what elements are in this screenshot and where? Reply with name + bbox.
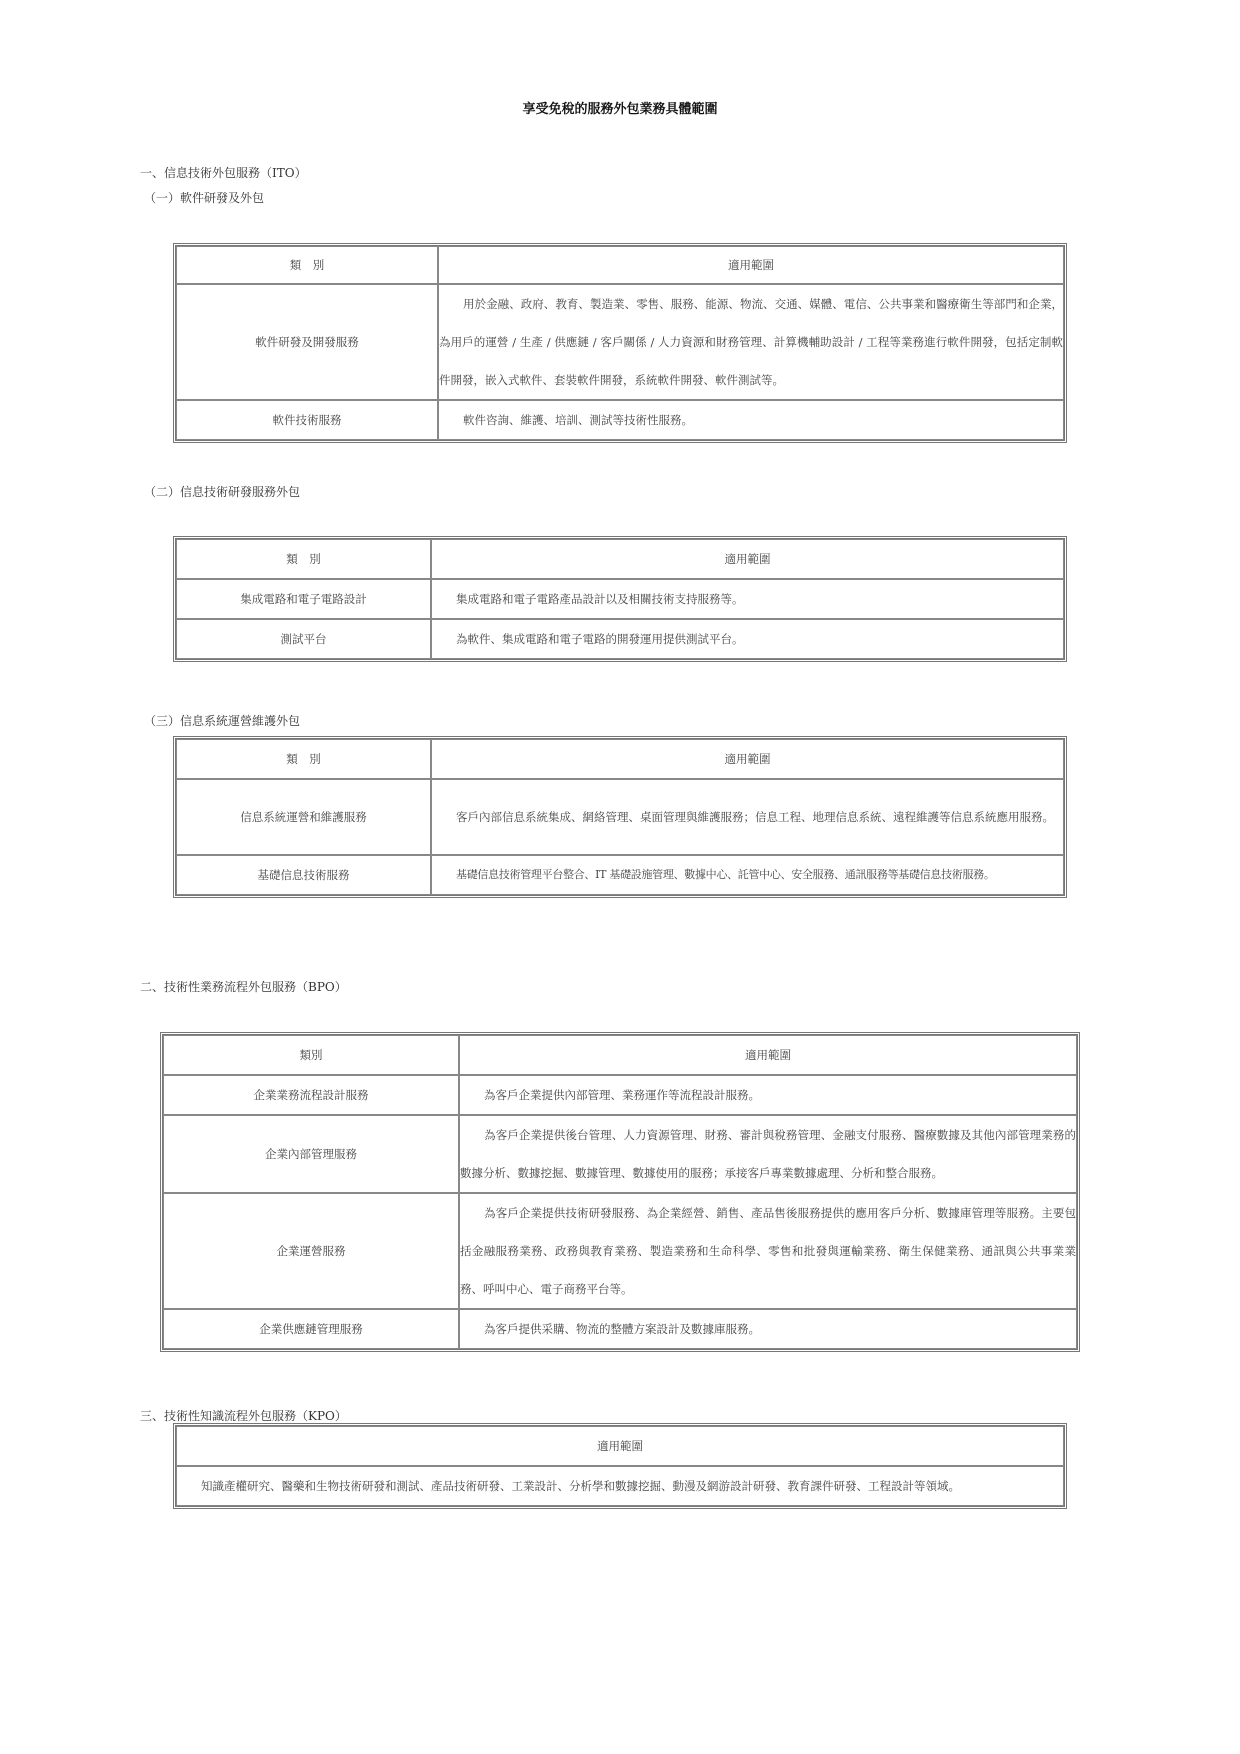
row-category: 軟件研發及開發服務	[176, 284, 438, 400]
it-rd-table	[173, 536, 1067, 662]
row-scope: 軟件咨詢、維護、培訓、測試等技術性服務。	[438, 400, 1064, 440]
section-bpo-heading: 二、技術性業務流程外包服務（BPO）	[140, 980, 347, 994]
row-scope: 為客戶企業提供後台管理、人力資源管理、財務、審計與稅務管理、金融支付服務、醫療數據及其他內部管理業務的數據分析、數據挖掘、數據管理、數據使用的服務；承接客戶專業數據處理、分析和整合服務。	[459, 1115, 1077, 1193]
table-row	[163, 1193, 1077, 1309]
header-category: 類 別	[176, 246, 438, 284]
row-scope: 集成電路和電子電路產品設計以及相關技術支持服務等。	[431, 579, 1064, 619]
row-scope: 為軟件、集成電路和電子電路的開發運用提供測試平台。	[431, 619, 1064, 659]
subsection-it-rd-heading: （二）信息技術研發服務外包	[144, 485, 301, 499]
header-scope: 適用範圍	[459, 1035, 1077, 1075]
row-category: 企業運營服務	[163, 1193, 459, 1309]
table-header-row	[176, 739, 1064, 779]
row-category: 集成電路和電子電路設計	[176, 579, 431, 619]
header-scope: 適用範圍	[431, 539, 1064, 579]
row-category: 企業內部管理服務	[163, 1115, 459, 1193]
table-row	[176, 779, 1064, 855]
table-row	[163, 1075, 1077, 1115]
table-row	[176, 579, 1064, 619]
table-row	[176, 400, 1064, 440]
is-ops-table	[173, 736, 1067, 898]
row-scope: 客戶內部信息系統集成、網絡管理、桌面管理與維護服務；信息工程、地理信息系統、遠程維護等信息系統應用服務。	[431, 779, 1064, 855]
table-header-row	[176, 539, 1064, 579]
page-title: 享受免稅的服務外包業務具體範圍	[522, 102, 718, 117]
section-kpo-heading: 三、技術性知識流程外包服務（KPO）	[140, 1409, 347, 1423]
table-row	[176, 1466, 1064, 1506]
row-scope: 為客戶企業提供內部管理、業務運作等流程設計服務。	[459, 1075, 1077, 1115]
header-scope: 適用範圍	[431, 739, 1064, 779]
header-category: 類別	[163, 1035, 459, 1075]
row-category: 信息系統運營和維護服務	[176, 779, 431, 855]
row-scope: 為客戶提供采購、物流的整體方案設計及數據庫服務。	[459, 1309, 1077, 1349]
bpo-table	[160, 1032, 1080, 1352]
section-ito-heading: 一、信息技術外包服務（ITO）	[140, 166, 307, 180]
table-row	[176, 284, 1064, 400]
row-category: 企業供應鏈管理服務	[163, 1309, 459, 1349]
header-category: 類 別	[176, 539, 431, 579]
table-row	[163, 1309, 1077, 1349]
table-header-row	[163, 1035, 1077, 1075]
row-scope: 知識產權研究、醫藥和生物技術研發和測試、產品技術研發、工業設計、分析學和數據挖掘、動漫及網游設計研發、教育課件研發、工程設計等領域。	[176, 1466, 1064, 1506]
table-header-row	[176, 246, 1064, 284]
row-category: 軟件技術服務	[176, 400, 438, 440]
software-table	[173, 243, 1067, 443]
table-row	[176, 619, 1064, 659]
subsection-software-heading: （一）軟件研發及外包	[144, 191, 265, 205]
table-row	[176, 855, 1064, 895]
row-category: 測試平台	[176, 619, 431, 659]
row-scope: 基礎信息技術管理平台整合、IT 基礎設施管理、數據中心、託管中心、安全服務、通訊服務等基礎信息技術服務。	[431, 855, 1064, 895]
table-header-row	[176, 1426, 1064, 1466]
row-category: 基礎信息技術服務	[176, 855, 431, 895]
header-category: 類 別	[176, 739, 431, 779]
header-scope: 適用範圍	[176, 1426, 1064, 1466]
header-scope: 適用範圍	[438, 246, 1064, 284]
row-category: 企業業務流程設計服務	[163, 1075, 459, 1115]
table-row	[163, 1115, 1077, 1193]
row-scope: 用於金融、政府、教育、製造業、零售、服務、能源、物流、交通、媒體、電信、公共事業和醫療衛生等部門和企業，為用戶的運營 / 生產 / 供應鏈 / 客戶關係 / 人力資源和財務管理、計算機輔助設計 / 工程等業務進行軟件開發，包括定制軟件開發，嵌入式軟件、套裝軟件開發，系統軟件開發、軟件測試等。	[438, 284, 1064, 400]
subsection-is-ops-heading: （三）信息系統運營維護外包	[144, 714, 301, 728]
kpo-table	[173, 1423, 1067, 1509]
row-scope: 為客戶企業提供技術研發服務、為企業經營、銷售、產品售後服務提供的應用客戶分析、數據庫管理等服務。主要包括金融服務業務、政務與教育業務、製造業務和生命科學、零售和批發與運輸業務、衛生保健業務、通訊與公共事業業務、呼叫中心、電子商務平台等。	[459, 1193, 1077, 1309]
